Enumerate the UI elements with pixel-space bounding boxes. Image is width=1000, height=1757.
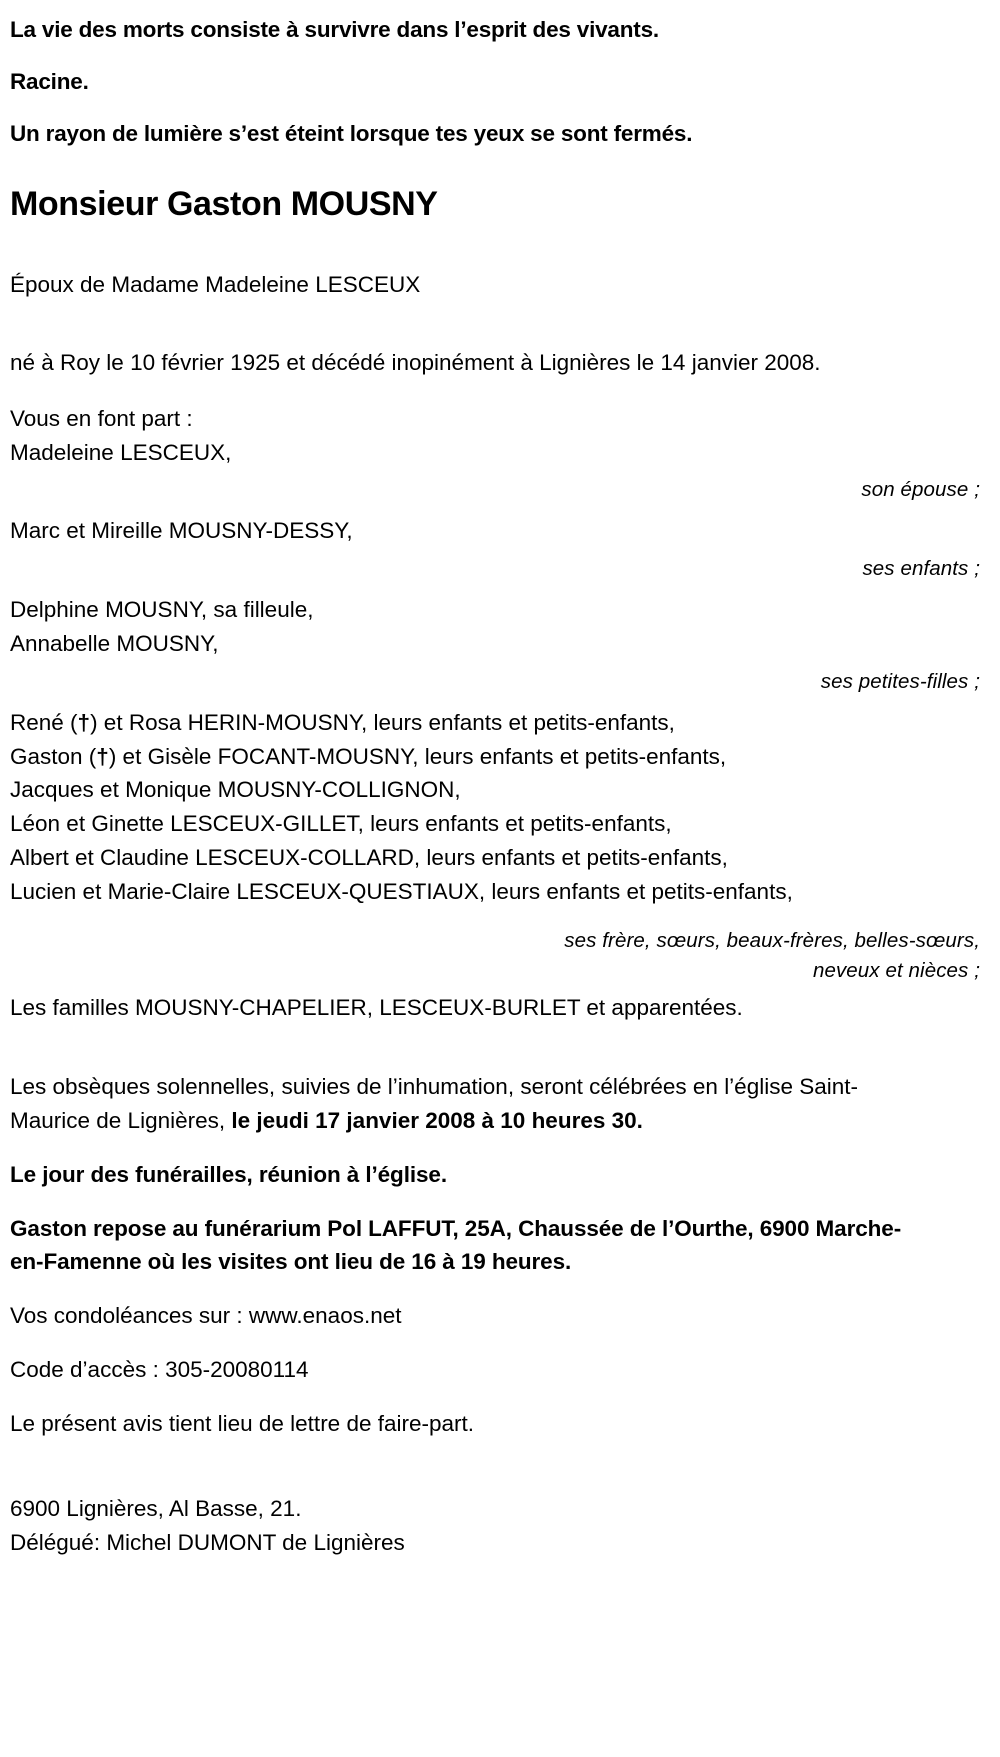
epigraph-tribute: Un rayon de lumière s’est éteint lorsque tes yeux se sont fermés.	[10, 120, 693, 146]
family-relation-label: ses petites-filles ;	[820, 669, 980, 693]
family-entry-children	[10, 514, 990, 583]
ceremony-reunion: Le jour des funérailles, réunion à l’église.	[10, 1161, 447, 1187]
epigraph-quote: La vie des morts consiste à survivre dans l’esprit des vivants.	[10, 17, 659, 42]
family-name-line: Delphine MOUSNY, sa filleule,	[10, 597, 314, 623]
notices-section	[10, 1299, 990, 1440]
ceremony-text: Les obsèques solennelles, suivies de l’inhumation, seront célébrées en l’église Saint-Maurice de Lignières,	[10, 1074, 859, 1134]
family-entry-granddaughters	[10, 593, 990, 696]
family-name-line: René (†) et Rosa HERIN-MOUSNY, leurs enfants et petits-enfants,	[10, 709, 675, 735]
deceased-dagger-icon: †	[96, 743, 109, 769]
ceremony-details	[10, 1070, 890, 1138]
family-name-line: Albert et Claudine LESCEUX-COLLARD, leurs enfants et petits-enfants,	[10, 844, 728, 870]
ceremony-section	[10, 1070, 990, 1279]
epigraph-author: Racine.	[10, 68, 89, 94]
announcement-intro: Vous en font part :	[10, 405, 193, 431]
family-relation-label: son épouse ;	[861, 478, 980, 502]
family-relation-label: ses frère, sœurs, beaux-frères, belles-sœurs, neveux et nièces ;	[564, 929, 980, 982]
family-relation-label: ses enfants ;	[862, 557, 980, 581]
deceased-dagger-icon: †	[77, 709, 91, 735]
related-families-line: Les familles MOUSNY-CHAPELIER, LESCEUX-BURLET et apparentées.	[10, 994, 743, 1020]
legal-notice-line: Le présent avis tient lieu de lettre de faire-part.	[10, 1410, 475, 1436]
family-name-line: Marc et Mireille MOUSNY-DESSY,	[10, 518, 353, 544]
footer-section	[10, 1492, 990, 1560]
deceased-birth-death: né à Roy le 10 février 1925 et décédé inopinément à Lignières le 14 janvier 2008.	[10, 350, 821, 376]
family-name-line: Gaston (†) et Gisèle FOCANT-MOUSNY, leurs enfants et petits-enfants,	[10, 743, 727, 769]
family-name-line: Léon et Ginette LESCEUX-GILLET, leurs enfants et petits-enfants,	[10, 811, 672, 837]
deceased-name: Monsieur Gaston MOUSNY	[10, 184, 438, 223]
footer-delegate: Délégué: Michel DUMONT de Lignières	[10, 1530, 405, 1556]
family-name-line: Annabelle MOUSNY,	[10, 631, 219, 657]
funeral-home-info: Gaston repose au funérarium Pol LAFFUT, 25A, Chaussée de l’Ourthe, 6900 Marche-en-Famenne où les visites ont lieu de 16 à 19 heures.	[10, 1215, 902, 1275]
family-entry-siblings	[10, 706, 990, 985]
access-code-line: Code d’accès : 305-20080114	[10, 1356, 309, 1382]
footer-address: 6900 Lignières, Al Basse, 21.	[10, 1496, 302, 1522]
family-name-line: Jacques et Monique MOUSNY-COLLIGNON,	[10, 777, 461, 803]
announcement-section	[10, 402, 990, 1025]
family-name-line: Lucien et Marie-Claire LESCEUX-QUESTIAUX, leurs enfants et petits-enfants,	[10, 878, 793, 904]
deceased-spouse-of: Époux de Madame Madeleine LESCEUX	[10, 271, 421, 297]
family-entry-spouse	[10, 436, 990, 505]
condolences-line: Vos condoléances sur : www.enaos.net	[10, 1303, 402, 1329]
ceremony-datetime: le jeudi 17 janvier 2008 à 10 heures 30.	[231, 1108, 643, 1134]
epigraph-section	[10, 14, 990, 150]
family-name-line: Madeleine LESCEUX,	[10, 439, 232, 465]
